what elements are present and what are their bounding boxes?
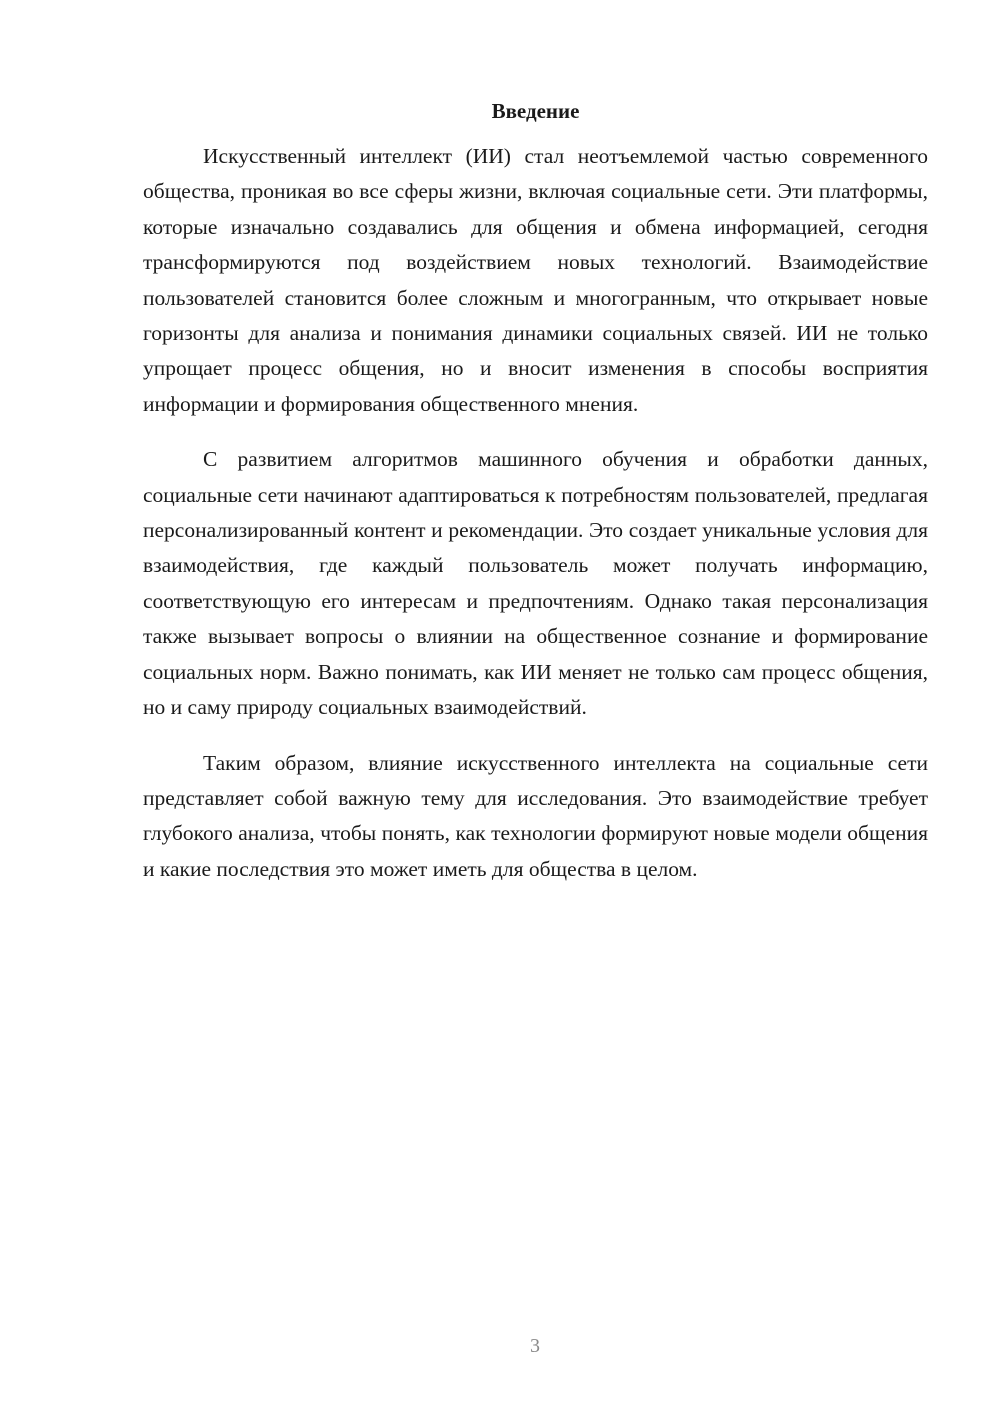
paragraph-3: Таким образом, влияние искусственного интеллекта на социальные сети представляет собой важную тему для исследования. Это взаимодействие требует глубокого анализа, чтобы понять, как технологии формируют новые модели общения и какие последствия это может иметь для общества в целом. (143, 750, 928, 881)
page-content (143, 95, 928, 907)
paragraph-1: Искусственный интеллект (ИИ) стал неотъемлемой частью современного общества, проникая во все сферы жизни, включая социальные сети. Эти платформы, которые изначально создавались для общения и обмена информацией, сегодня трансформируются под воздействием новых технологий. Взаимодействие пользователей становится более сложным и многогранным, что открывает новые горизонты для анализа и понимания динамики социальных связей. ИИ не только упрощает процесс общения, но и вносит изменения в способы восприятия информации и формирования общественного мнения. (143, 144, 928, 416)
paragraph-2: С развитием алгоритмов машинного обучения и обработки данных, социальные сети начинают адаптироваться к потребностям пользователей, предлагая персонализированный контент и рекомендации. Это создает уникальные условия для взаимодействия, где каждый пользователь может получать информацию, соответствующую его интересам и предпочтениям. Однако такая персонализация также вызывает вопросы о влиянии на общественное сознание и формирование социальных норм. Важно понимать, как ИИ меняет не только сам процесс общения, но и саму природу социальных взаимодействий. (143, 447, 928, 720)
section-heading: Введение (491, 99, 580, 123)
page-number: 3 (530, 1335, 540, 1357)
